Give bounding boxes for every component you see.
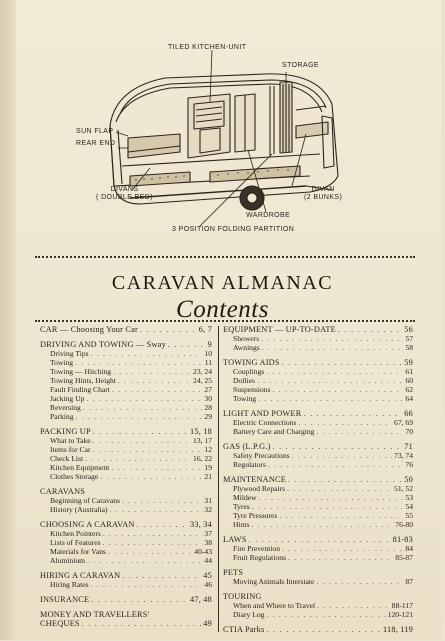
entry-page-number: 81-83 — [392, 535, 413, 544]
entry-page-number: 11 — [204, 358, 212, 367]
entry-page-number: 50 — [404, 475, 413, 484]
entry-label: Hints — [233, 520, 250, 529]
entry-label: When and Where to Travel — [233, 601, 316, 610]
entry-label: Beginning of Caravans — [50, 496, 121, 505]
contents-section — [223, 593, 413, 620]
leader-dots — [282, 359, 403, 368]
label-divan-line2: (2 BUNKS) — [304, 194, 343, 201]
entry-label: Tyres — [233, 502, 250, 511]
entry-label: Couplings — [233, 367, 265, 376]
contents-sub-entry — [223, 428, 413, 437]
entry-label: Parking — [50, 412, 74, 421]
entry-label: Jacking Up — [50, 394, 85, 403]
entry-label: Mildew — [233, 493, 257, 502]
entry-label: Kitchen Equipment — [50, 463, 110, 472]
entry-page-number: 6, 7 — [198, 325, 212, 334]
entry-page-number: 61 — [405, 367, 413, 376]
entry-label: CHOOSING A CARAVAN — [40, 520, 135, 529]
entry-label: Fire Prevention — [233, 544, 281, 553]
contents-section — [223, 326, 413, 353]
entry-label: What to Take — [50, 436, 91, 445]
entry-page-number: 38 — [204, 538, 212, 547]
entry-label: LIGHT AND POWER — [223, 409, 302, 418]
entry-label: PETS — [223, 568, 244, 577]
entry-page-number: 76-80 — [395, 520, 413, 529]
entry-label: Driving Tips — [50, 349, 89, 358]
entry-page-number: 44 — [204, 556, 212, 565]
leader-dots — [140, 326, 197, 335]
entry-page-number: 13, 17 — [193, 436, 212, 445]
entry-page-number: 15, 18 — [190, 427, 212, 436]
contents-sub-entry — [223, 395, 413, 404]
entry-label: Lists of Features — [50, 538, 101, 547]
entry-page-number: 16, 22 — [193, 454, 212, 463]
leader-dots — [91, 581, 203, 590]
entry-page-number: 71 — [404, 442, 413, 451]
entry-label: Towing — Hitching — [50, 367, 112, 376]
contents-sub-entry — [223, 611, 413, 620]
contents-section — [223, 626, 413, 635]
label-sun-flap: SUN FLAP — [76, 128, 114, 135]
entry-label: DRIVING AND TOWING — Sway — [40, 340, 166, 349]
contents-section — [40, 611, 212, 629]
entry-label: Suspensions — [233, 385, 271, 394]
contents-sub-entry — [223, 578, 413, 587]
entry-label: CTIA Parks — [223, 625, 265, 634]
contents-section — [40, 326, 212, 335]
entry-page-number: 55 — [405, 511, 413, 520]
entry-page-number: 62 — [405, 385, 413, 394]
entry-page-number: 30 — [204, 394, 212, 403]
entry-label: TOURING — [223, 592, 262, 601]
contents-section — [40, 488, 212, 515]
contents-sub-entry — [223, 521, 413, 530]
entry-label: Clothes Storage — [50, 472, 99, 481]
leader-dots — [118, 377, 191, 386]
entry-page-number: 9 — [207, 340, 212, 349]
leader-dots — [113, 368, 191, 377]
leader-dots — [122, 497, 202, 506]
entry-label: Plywood Repairs — [233, 484, 286, 493]
entry-page-number: 118, 119 — [382, 625, 413, 634]
label-tiled-kitchen-unit: TILED KITCHEN-UNIT — [168, 44, 247, 51]
top-dotted-rule — [35, 256, 415, 258]
label-folding-partition: 3 POSITION FOLDING PARTITION — [172, 226, 295, 233]
entry-page-number: 45 — [203, 571, 212, 580]
contents-section — [40, 596, 212, 605]
label-divan-line1: DIVAN — [311, 186, 335, 193]
leader-dots — [303, 410, 402, 419]
entry-page-number: 60 — [405, 376, 413, 385]
entry-page-number: 12 — [204, 445, 212, 454]
contents-section — [223, 410, 413, 437]
entry-label: Showers — [233, 334, 260, 343]
entry-label: PACKING UP — [40, 427, 91, 436]
leader-dots — [108, 548, 192, 557]
contents-section — [40, 341, 212, 422]
contents-section — [223, 536, 413, 563]
contents-sub-entry — [223, 344, 413, 353]
leader-dots — [287, 485, 392, 494]
leader-dots — [317, 602, 390, 611]
entry-page-number: 51, 52 — [394, 484, 413, 493]
entry-label: CAR — Choosing Your Car — [40, 325, 138, 334]
leader-dots — [83, 404, 203, 413]
entry-page-number: 85-87 — [395, 553, 413, 562]
contents-column-right — [223, 326, 413, 641]
entry-page-number: 58 — [405, 343, 413, 352]
entry-page-number: 87 — [405, 577, 413, 586]
leader-dots — [168, 341, 206, 350]
entry-label: CHEQUES — [40, 619, 80, 628]
entry-label: Fruit Regulations — [233, 553, 286, 562]
entry-label: Aluminium — [50, 556, 86, 565]
entry-label: INSURANCE — [40, 595, 90, 604]
entry-label: History (Australia) — [50, 505, 108, 514]
leader-dots — [316, 428, 403, 437]
entry-page-number: 27 — [204, 385, 212, 394]
entry-label: GAS (L.P.G.) — [223, 442, 271, 451]
label-divans-line1: DIVANS — [110, 186, 139, 193]
entry-label: Diary Log — [233, 610, 265, 619]
contents-heading-entry — [40, 326, 212, 335]
entry-label: Moving Animals Interstate — [233, 577, 315, 586]
entry-label: TOWING AIDS — [223, 358, 280, 367]
entry-page-number: 29 — [204, 412, 212, 421]
entry-label: Materials for Vans — [50, 547, 106, 556]
leader-dots — [316, 578, 403, 587]
contents-sub-entry — [40, 413, 212, 422]
entry-page-number: 32 — [204, 505, 212, 514]
entry-label: Electric Connections — [233, 418, 297, 427]
leader-dots — [100, 473, 202, 482]
leader-dots — [288, 476, 402, 485]
entry-label: Items for Car — [50, 445, 91, 454]
entry-page-number: 49 — [203, 619, 212, 628]
entry-label: Towing — [50, 358, 74, 367]
contents-sub-entry — [223, 512, 413, 521]
entry-label: Towing — [233, 394, 257, 403]
entry-page-number: 10 — [204, 349, 212, 358]
contents-section — [223, 476, 413, 530]
entry-page-number: 57 — [405, 334, 413, 343]
entry-label: Hiring Rates — [50, 580, 89, 589]
leader-dots — [112, 386, 202, 395]
contents-heading: Contents — [176, 296, 269, 323]
entry-page-number: 88-117 — [391, 601, 413, 610]
leader-dots — [110, 506, 203, 515]
leader-dots — [292, 452, 392, 461]
contents-section — [223, 569, 413, 587]
leader-dots — [91, 596, 188, 605]
entry-page-number: 120-121 — [387, 610, 413, 619]
entry-page-number: 67, 69 — [394, 418, 413, 427]
entry-page-number: 47, 48 — [190, 595, 212, 604]
entry-page-number: 66 — [404, 409, 413, 418]
leader-dots — [266, 626, 381, 635]
leader-dots — [338, 326, 402, 335]
entry-label: Towing Hints, Height — [50, 376, 116, 385]
contents-section — [223, 443, 413, 470]
entry-label: Regulators — [233, 460, 266, 469]
contents-section — [223, 359, 413, 404]
contents-sub-entry — [40, 581, 212, 590]
contents-section — [40, 428, 212, 482]
leader-dots — [258, 395, 403, 404]
leader-dots — [268, 461, 404, 470]
entry-label: Check List — [50, 454, 84, 463]
entry-page-number: 31 — [204, 496, 212, 505]
leader-dots — [93, 437, 191, 446]
entry-page-number: 84 — [405, 544, 413, 553]
leader-dots — [261, 335, 403, 344]
entry-page-number: 40-43 — [194, 547, 212, 556]
leader-dots — [266, 368, 403, 377]
leader-dots — [111, 464, 202, 473]
leader-dots — [251, 521, 393, 530]
leader-dots — [257, 377, 403, 386]
leader-dots — [282, 545, 403, 554]
leader-dots — [288, 554, 393, 563]
contents-section — [40, 521, 212, 566]
leader-dots — [122, 572, 201, 581]
bottom-dotted-rule — [35, 320, 415, 322]
contents-section — [40, 572, 212, 590]
entry-label: Reversing — [50, 403, 81, 412]
contents-heading-entry — [223, 626, 413, 635]
leader-dots — [279, 512, 403, 521]
contents-sub-entry — [40, 557, 212, 566]
entry-page-number: 19 — [204, 463, 212, 472]
entry-page-number: 46 — [204, 580, 212, 589]
caravan-cutaway-illustration — [70, 26, 370, 241]
leader-dots — [103, 530, 203, 539]
label-storage: STORAGE — [282, 62, 319, 69]
entry-page-number: 54 — [405, 502, 413, 511]
entry-label: CARAVANS — [40, 487, 86, 496]
entry-label: Safety Precautions — [233, 451, 290, 460]
leader-dots — [82, 620, 202, 629]
entry-label: Awnings — [233, 343, 260, 352]
contents-sub-entry — [40, 506, 212, 515]
entry-label: MONEY AND TRAVELLERS' — [40, 610, 150, 619]
leader-dots — [93, 446, 203, 455]
leader-dots — [91, 350, 203, 359]
entry-label: Fault Finding Chart — [50, 385, 110, 394]
entry-page-number: 33, 34 — [190, 520, 212, 529]
contents-sub-entry — [40, 473, 212, 482]
column-divider — [218, 326, 219, 632]
entry-label: Tyre Pressures — [233, 511, 278, 520]
leader-dots — [137, 521, 188, 530]
entry-page-number: 76 — [405, 460, 413, 469]
leader-dots — [103, 539, 203, 548]
leader-dots — [93, 428, 188, 437]
leader-dots — [76, 413, 203, 422]
contents-sub-entry — [223, 461, 413, 470]
entry-label: EQUIPMENT — UP-TO-DATE — [223, 325, 336, 334]
contents-heading-entry — [40, 620, 212, 629]
entry-label: Battery Care and Charging — [233, 427, 315, 436]
leader-dots — [266, 611, 385, 620]
label-divans — [96, 186, 153, 202]
leader-dots — [262, 344, 404, 353]
entry-page-number: 70 — [405, 427, 413, 436]
label-divan-bunks — [304, 186, 342, 202]
entry-label: Kitchen Pointers — [50, 529, 101, 538]
contents-heading-entry — [40, 596, 212, 605]
contents-sub-entry — [223, 494, 413, 503]
label-divans-line2: ( DOUBLE BED) — [96, 194, 153, 201]
entry-page-number: 53 — [405, 493, 413, 502]
entry-label: HIRING A CARAVAN — [40, 571, 121, 580]
entry-label: LAWS — [223, 535, 247, 544]
almanac-title: CARAVAN ALMANAC — [111, 272, 334, 294]
leader-dots — [273, 386, 404, 395]
entry-page-number: 64 — [405, 394, 413, 403]
contents-column-left — [40, 326, 212, 635]
entry-page-number: 21 — [204, 472, 212, 481]
label-wardrobe: WARDROBE — [246, 212, 291, 219]
entry-page-number: 28 — [204, 403, 212, 412]
entry-page-number: 37 — [204, 529, 212, 538]
entry-page-number: 23, 24 — [193, 367, 212, 376]
label-rear-end: REAR END — [76, 140, 116, 147]
entry-label: MAINTENANCE — [223, 475, 287, 484]
leader-dots — [273, 443, 403, 452]
contents-sub-entry — [223, 554, 413, 563]
entry-page-number: 56 — [404, 325, 413, 334]
entry-page-number: 24, 25 — [193, 376, 212, 385]
leader-dots — [87, 557, 202, 566]
leader-dots — [86, 395, 202, 404]
entry-label: Dollies — [233, 376, 255, 385]
entry-page-number: 73, 74 — [394, 451, 413, 460]
leader-dots — [259, 494, 404, 503]
entry-page-number: 59 — [404, 358, 413, 367]
